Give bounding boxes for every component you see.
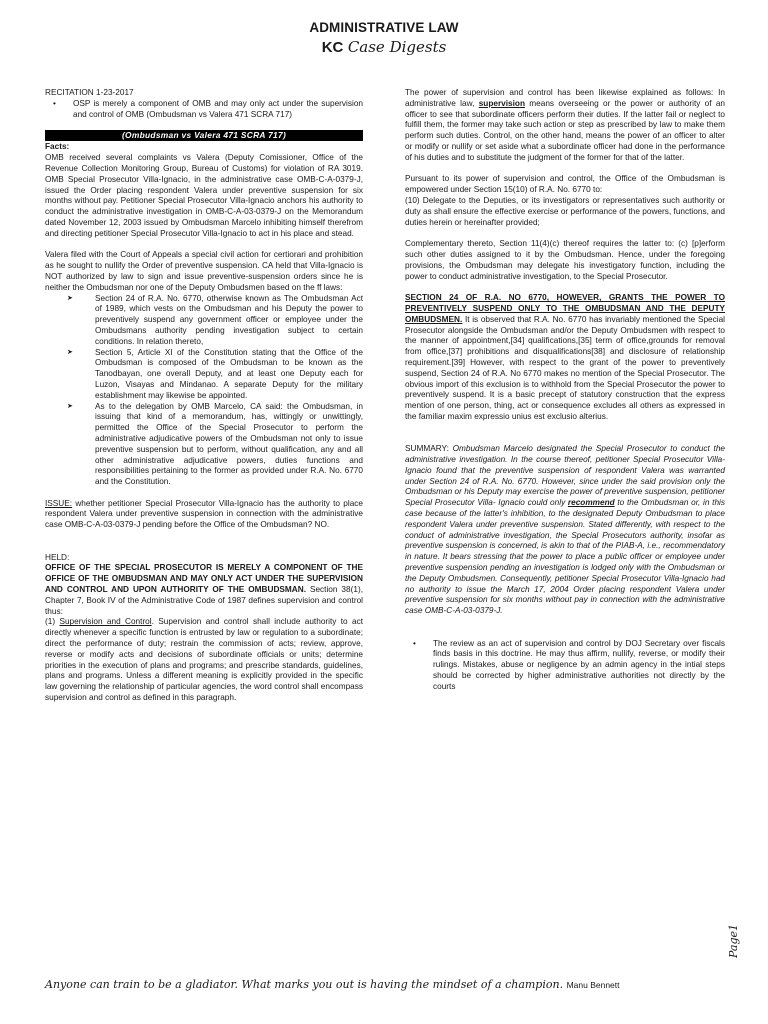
arrow-bullet-icon: ➤ bbox=[67, 348, 73, 356]
issue-label: ISSUE: bbox=[45, 498, 73, 508]
held-paragraph bbox=[45, 563, 363, 617]
quote-text: Anyone can train to be a gladiator. What marks you out is having the mindset of a champion. bbox=[45, 978, 564, 991]
held-label: HELD: bbox=[45, 552, 70, 562]
review-bullet-text: The review as an act of supervision and control by DOJ Secretary over fiscals finds basis in this doctrine. He may thus affirm, nullify, reverse, or modify their rulings. Mistakes, abuse or negligence by an admin agency in the intial steps should be corrected by higher administrative authorities not directly by the courts bbox=[433, 638, 725, 691]
law-item-text: Section 5, Article XI of the Constitution stating that the Office of the Ombudsman is composed of the Ombudsman to be known as the Tanodbayan, one overall Deputy, and at least one Deputy each for Luzon, Visayas and Mindanao. A separate Deputy for the military establishment may likewise be appointed. bbox=[95, 347, 363, 400]
recitation-bullet-text: OSP is merely a component of OMB and may only act under the supervision and control of OMB (Ombudsman vs Valera 471 SCRA 717) bbox=[73, 98, 363, 119]
supervision-text-b: means overseeing or the power or authority of an officer to see that subordinate officers perform their duties. If the latter fail or neglect to fulfill them, the former may take such action or step as prescribed by law to make them perform such duties. Control, on the other hand, means the power of an officer to alter or modify or nullify or set aside what a subordinate officer had done in the performance of his duties and to substitute the judgment of the former for that of the latter. bbox=[405, 98, 725, 162]
footer-quote bbox=[45, 978, 685, 991]
facts-paragraph-2: Valera filed with the Court of Appeals a special civil action for certiorari and prohibition as he sought to nullify the Order of preventive suspension. CA held that Villa-Ignacio is NOT authorized by law to sign and issue preventive-suspension orders since he is neither the Ombudsman nor one of the Deputy Ombudsmen based on the ff laws: bbox=[45, 250, 363, 292]
law-item-text: As to the delegation by OMB Marcelo, CA said: the Ombudsman, in issuing that kind of a memorandum, has, wittingly or unwittingly, permitted the Office of the Special Prosecutor to perform the administrative adjudicative powers of the Ombudsman not only to issue preventive suspension but to perform, without qualification, any and all other administrative adjudicative powers, duties functions and responsibilities pertaining to the former as provided under R.A. No. 6770 and the Constitution. bbox=[95, 401, 363, 487]
definition-number: (1) bbox=[45, 617, 60, 627]
bullet-icon: • bbox=[53, 98, 56, 108]
supervision-term: supervision bbox=[478, 98, 525, 108]
law-item bbox=[45, 348, 363, 402]
law-item-text: Section 24 of R.A. No. 6770, otherwise known as The Ombudsman Act of 1989, which vests on the Ombudsman and his Deputy the power to preventively suspend any government officer or employee under the Ombudsmans authority pending investigation subject to certain conditions. In relation thereto, bbox=[95, 293, 363, 346]
recitation-bullet-item bbox=[45, 99, 363, 121]
held-bold-text: OFFICE OF THE SPECIAL PROSECUTOR IS MERELY A COMPONENT OF THE OFFICE OF THE OMBUDSMAN AND MAY ONLY ACT UNDER THE SUPERVISION AND CONTROL AND UPON AUTHORITY OF THE OMBUDSMAN. bbox=[45, 563, 363, 595]
arrow-bullet-icon: ➤ bbox=[67, 402, 73, 410]
bullet-icon: • bbox=[413, 638, 416, 648]
document-title: ADMINISTRATIVE LAW bbox=[309, 20, 459, 35]
definition-paragraph bbox=[45, 617, 363, 703]
summary-paragraph bbox=[405, 444, 725, 617]
pursuant-paragraph: Pursuant to its power of supervision and control, the Office of the Ombudsman is empowered under Section 15(10) of R.A. No. 6770 to: bbox=[405, 174, 725, 195]
summary-text-b: to the Ombudsman or, in this case because of the latter's inhibition, to the designated Deputy Ombudsman to place respondent Valera under preventive suspension. Stated differently, with respect to the conduct of administrative investigation, the Special Prosecutors authority, insofar as preventive suspension is concerned, is akin to that of the PIAB-A, i.e., recommendatory in nature. It bears stressing that the power to place a public officer or employee under preventive suspension pending an investigation is lodged only with the Ombudsman or the Deputy Ombudsmen. Consequently, petitioner Special Prosecutor Villa-Ignacio had no authority to issue the March 17, 2004 Order placing respondent Valera under preventive suspension for six months without pay in connection with the administrative case OMB-C-A-03-0379-J. bbox=[405, 498, 725, 616]
subtitle-case-digests: Case Digests bbox=[347, 38, 447, 56]
review-bullet-item bbox=[405, 639, 725, 693]
section-24-text: It is observed that R.A. No. 6770 has invariably mentioned the Special Prosecutor alongside the Ombudsman and/or the Deputy Ombudsmen with respect to the manner of appointment,[34] qualifications,[35] term of office,grounds for removal from office,[37] prohibitions and disqualifications[38] and disclosure of relationship requirement.[39] However, with respect to the grant of the power to preventively suspend, Section 24 of R.A. No 6770 makes no mention of the Special Prosecutor. The obvious import of this exclusion is to withhold from the Special Prosecutor the power to preventively suspend. It is a basic precept of statutory construction that the express mention of one person, thing, act or consequence excludes all others as expressed in the familiar maxim expressio unius est exclusio alterius. bbox=[405, 314, 725, 421]
document-subtitle bbox=[0, 38, 768, 57]
subtitle-kc: KC bbox=[321, 39, 344, 56]
right-column bbox=[405, 88, 725, 693]
complementary-paragraph: Complementary thereto, Section 11(4)(c) thereof requires the latter to: (c) [p]erform such other duties assigned to it by the Ombudsman. Hence, under the foregoing provisions, the Ombudsman may delegate his investigatory function, including the power to conduct administrative investigation, to the Special Prosecutor. bbox=[405, 239, 725, 281]
law-item bbox=[45, 402, 363, 488]
arrow-bullet-icon: ➤ bbox=[67, 294, 73, 302]
issue-paragraph bbox=[45, 499, 363, 531]
supervision-paragraph bbox=[405, 88, 725, 164]
summary-term: recommend bbox=[567, 498, 615, 508]
issue-text: whether petitioner Special Prosecutor Villa-Ignacio has the authority to place respondent Valera under preventive suspension in connection with the administrative case OMB-C-A-03-0379-J pending before the Office of the Ombudsman? NO. bbox=[45, 498, 363, 530]
supervision-text-a: The power of supervision and control has been likewise explained as follows: In administrative law, bbox=[405, 88, 725, 108]
recitation-heading: RECITATION 1-23-2017 bbox=[45, 88, 134, 97]
held-rest-text: Section 38(1), Chapter 7, Book IV of the Administrative Code of 1987 defines supervision and control thus: bbox=[45, 585, 363, 616]
definition-term: Supervision and Control bbox=[59, 617, 152, 627]
section-24-paragraph bbox=[405, 293, 725, 423]
summary-text-a: Ombudsman Marcelo designated the Special Prosecutor to conduct the administrative investigation. In the course thereof, petitioner Special Prosecutor Villa-Ignacio found that the preventive suspension of respondent Valera was warranted under Section 24 of R.A. No. 6770. However, since under the said provision only the Ombudsman or his Deputy may exercise the power of preventive suspension, petitioner Special Prosecutor Villa- Ignacio could only bbox=[405, 444, 725, 508]
case-banner: (Ombudsman vs Valera 471 SCRA 717) bbox=[45, 130, 363, 141]
facts-label: Facts: bbox=[45, 142, 70, 152]
law-item bbox=[45, 294, 363, 348]
page-number: Page1 bbox=[727, 923, 740, 958]
definition-text: . Supervision and control shall include authority to act directly whenever a specific function is entrusted by law or regulation to a subordinate; direct the performance of duty; restrain the commission of acts; review, approve, reverse or modify acts and decisions of subordinate officials or units; determine priorities in the execution of plans and programs; and prescribe standards, guidelines, plans and programs. Unless a different meaning is explicitly provided in the specific law governing the relationship of particular agencies, the word control shall encompass supervision and control as defined in this paragraph. bbox=[45, 617, 363, 703]
left-column bbox=[45, 88, 363, 704]
summary-label: SUMMARY: bbox=[405, 444, 453, 454]
section-24-heading: SECTION 24 OF R.A. NO 6770, HOWEVER, GRANTS THE POWER TO PREVENTIVELY SUSPEND ONLY TO THE OMBUDSMAN AND THE DEPUTY OMBUDSMEN. bbox=[405, 293, 725, 324]
facts-paragraph-1: OMB received several complaints vs Valera (Deputy Comissioner, Office of the Revenue Collection Monitoring Group, Bureau of Customs) for violation of RA 3019. OMB Special Prosecutor Villa-Ignacio, in the administrative case OMB-C-A-0379-J, issued the Order placing respondent Valera under preventive suspension for six months without pay. Petitioner Special Prosecutor Villa-Ignacio anchors his authority to conduct the administrative investigation in OMB-C-A-03-0379-J on the Memorandum dated November 12, 2003 issued by Ombudsman Marcelo inhibiting himself therefrom and directing petitioner Special Prosecutor Villa-Ignacio to act in his place and stead. bbox=[45, 153, 363, 238]
quote-author: Manu Bennett bbox=[566, 980, 620, 990]
delegate-paragraph: (10) Delegate to the Deputies, or its investigators or representatives such authority or duty as shall ensure the effective exercise or performance of the powers, functions, and duties herein or hereinafter provided; bbox=[405, 195, 725, 227]
